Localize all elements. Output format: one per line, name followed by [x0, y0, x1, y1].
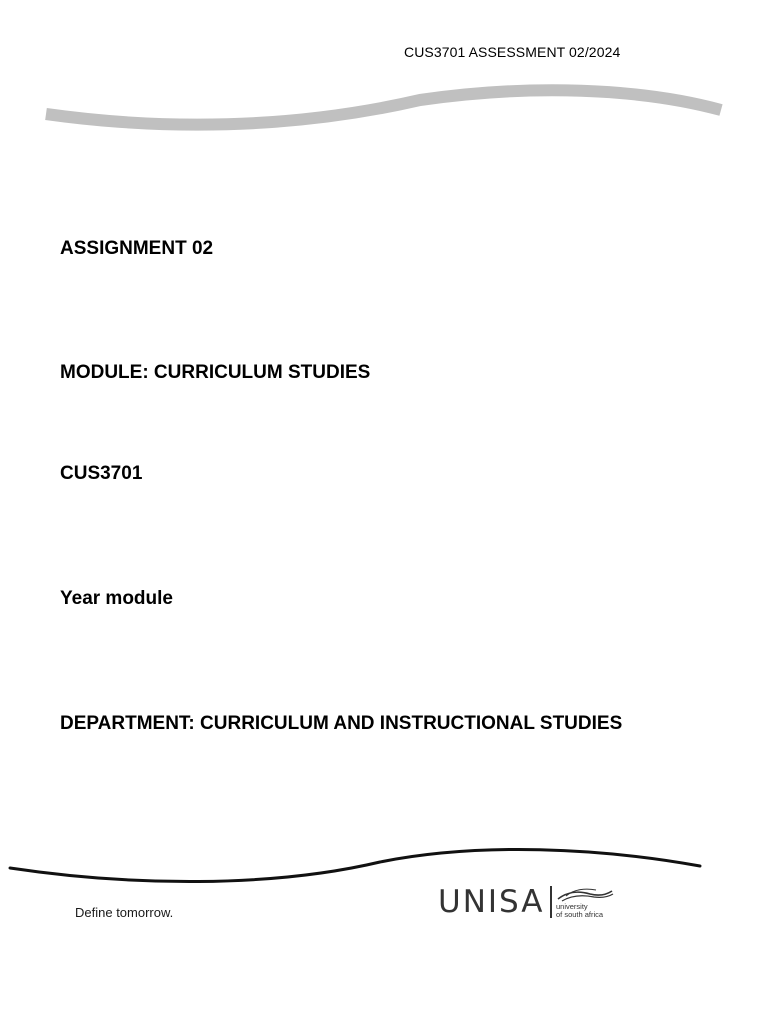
module-code: CUS3701 — [60, 463, 143, 484]
assignment-title: ASSIGNMENT 02 — [60, 238, 214, 259]
logo-divider — [550, 886, 552, 918]
logo-wordmark: UNISA — [438, 884, 545, 920]
module-duration: Year module — [60, 588, 173, 609]
document-reference: CUS3701 ASSESSMENT 02/2024 — [404, 44, 621, 60]
logo-emblem-block — [556, 885, 614, 919]
logo-subtext-line1: university — [555, 902, 588, 911]
university-tagline: Define tomorrow. — [75, 905, 174, 920]
module-title: MODULE: CURRICULUM STUDIES — [60, 362, 371, 383]
logo-subtext-line2: of south africa — [555, 910, 604, 919]
logo-wave-icon — [556, 888, 614, 902]
department-title: DEPARTMENT: CURRICULUM AND INSTRUCTIONAL STUDIES — [60, 713, 623, 734]
unisa-logo — [438, 884, 614, 920]
